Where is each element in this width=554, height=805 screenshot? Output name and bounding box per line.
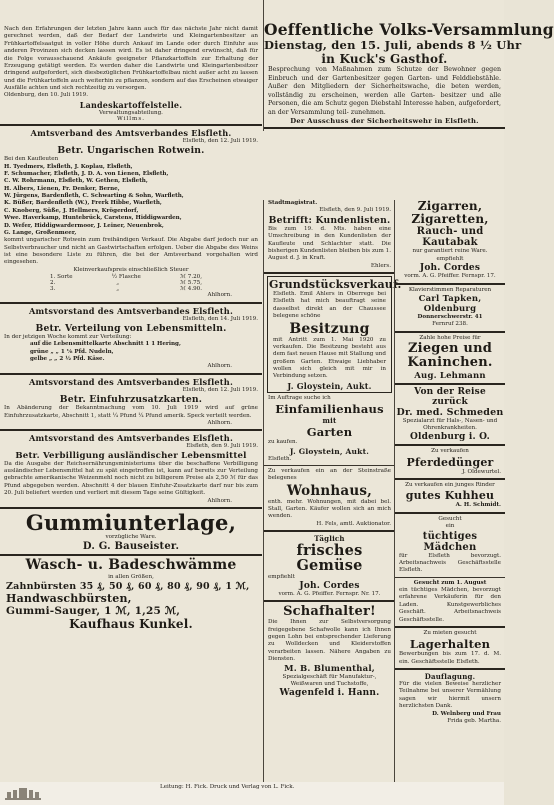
wasch-ad-title: Wasch- u. Badeschwämme (25, 557, 237, 574)
dauer-sign2: Frida geb. Martha. (447, 717, 501, 724)
a3-title: Betr. Einfuhrzusatzkarten. (59, 394, 203, 406)
a1-merchant-line: C. Knoberg, Süße, J. Hellmers, Krögerdorf, (4, 207, 139, 214)
gut-shop: A. H. Schmidt. (455, 502, 501, 509)
ziegen-line2: Kaninchen. (407, 355, 493, 371)
zig-line2: Zigaretten, (411, 212, 489, 227)
dauer-sign: D. Welnberg und Frau (432, 710, 501, 717)
meeting-sign: Der Ausschuss der Sicherheitswehr in Elsfleth. (290, 117, 479, 126)
wohn-text: enth. mehr. Wohnungen, mit dabei bel. Stall, Garten. Käufer wollen sich an mich wenden. (268, 498, 391, 520)
meeting-place: in Kuck's Gasthof. (321, 52, 448, 67)
potato-notice-sub: Verwaltungsabteilung. (99, 109, 163, 116)
potato-notice-date: Oldenburg, den 10. Juli 1919. (4, 92, 89, 99)
schaf-shop: M. B. Blumenthal, (284, 663, 375, 674)
a1-title: Betr. Ungarischen Rotwein. (57, 145, 205, 157)
a3-date: Elsfleth, den 12. Juli 1919. (182, 386, 258, 393)
a1-date: Elsfleth, den 12. Juli 1919. (182, 137, 258, 144)
library-logo-icon (4, 786, 42, 802)
klav-name: Carl Tapken, Oldenburg (418, 293, 482, 314)
grund-title: Grundstücksverkauf. (269, 278, 402, 291)
lager-pre: Zu mieten gesucht (423, 629, 477, 636)
gesucht2: Gesucht zum 1. August (413, 579, 487, 586)
grund-sign: J. Gloystein, Aukt. (287, 380, 372, 391)
meeting-text: Besprechung von Maßnahmen zum Schutze der Bewohner gegen Einbruch und der Gartenbesitzer gegen Garten- und Felddiebstähle. Außer den Mitgliedern der Sicherheitswache, die beten werden, vollständig zu erscheinen, werden alle Garten- besitzer und alle Personen, die am Schutz gegen Diebstahl Interesse haben, aufgefordert, an der Versammlung teil- zunehmen. (268, 66, 501, 116)
a1-price-cell: ½ Flasche (111, 274, 141, 281)
a1-price-cell: 1. Sorte (50, 274, 73, 281)
gummi-ad-shop: D. G. Bauseister. (82, 541, 180, 553)
ein-sign: J. Gloystein, Aukt. (289, 446, 370, 456)
tuchtig: tüchtiges Mädchen (422, 530, 478, 553)
pferd: Pferdedünger (406, 455, 494, 469)
reise: Von der Reise zurück (414, 386, 486, 407)
a1-sign: Ahlhorn. (207, 292, 232, 299)
pferd-sub: J. Oldewurtel. (462, 468, 501, 475)
a1-merchant-line: K. Büßer, Bardenfleth (W.), Frerk Hibbe, Warfleth, (4, 200, 162, 207)
potato-notice-org: Landeskartoffelstelle. (79, 99, 183, 110)
a1-merchant-line: H. Tyedmers, Elsfleth, J. Koplau, Elsfleth, (4, 163, 133, 170)
a1-merchant-line: H. Albers, Lienen, Fr. Denker, Berne, (4, 185, 120, 192)
a1-merchant-list (4, 164, 258, 238)
grund-big: Besitzung (289, 320, 370, 337)
wasch-ad-gummi-sauger: Gummi-Sauger, 1 ℳ, 1,25 ℳ, (6, 605, 181, 618)
schaf-addr: Wagenfeld i. Hann. (279, 688, 380, 699)
frisch-title: frisches Gemüse (296, 542, 363, 575)
a1-merchant-line: G. Lange, Großenmeer, (4, 229, 77, 236)
klav-addr: Donnerschwerstr. 41 (417, 313, 483, 320)
a4-title: Betr. Verbilligung ausländischer Lebensmittel (15, 450, 247, 461)
lager: Lagerhalten (409, 637, 491, 652)
ziegen-line1: Ziegen und (407, 341, 493, 356)
middle-column (263, 200, 402, 782)
a1-merchant-line: Wwe. Haverkamp, Huntebrück, Carstens, Hiddigwarden, (4, 215, 182, 222)
grund-text: Elsfleth. Emil Ahlers in Oberrege bei Elsfleth hat mich beauftragt seine dasselbst direkt an der Chaussee belegene schöne (273, 291, 386, 320)
dauer-text: Für die vielen Beweise herzlicher Teilnahme bei unserer Vermählung sagen wir hiermit unsern herzlichsten Dank. (399, 681, 501, 710)
a2-date: Elsfleth, den 14. Juli 1919. (182, 315, 258, 322)
gut-pre: Zu verkaufen ein junges Rinder (405, 482, 495, 489)
a2-item-list (0, 341, 262, 363)
a1-price-heading: Kleinverkaufspreis einschließlich Steuer (73, 266, 189, 273)
dr: Dr. med. Schmeden (396, 406, 504, 418)
dr-sub: Spezialarzt für Hals-, Nasen- und Ohrenkrankheiten. (402, 417, 498, 431)
wasch-ad-zahnbuersten: Zahnbürsten 35 ₰, 50 ₰, 60 ₰, 80 ₰, 90 ₰, 1 ℳ, (6, 581, 250, 593)
grund-ad (267, 276, 402, 393)
a2-title: Betr. Verteilung von Lebensmitteln. (35, 322, 227, 334)
zig-line4: nur garantiert reine Ware. empfiehlt (412, 248, 488, 262)
gesucht: Gesucht (438, 515, 462, 522)
ein-place: Elsfleth. (268, 455, 292, 462)
meeting-date: Dienstag, den 15. Juli, abends 8 ½ Uhr (264, 38, 522, 53)
zig-sub: vorm. A. G. Pfeiffer. Fernspr. 17. (404, 273, 496, 280)
dauer-pre: Dauflagung. (424, 672, 476, 682)
dr-addr: Oldenburg i. O. (410, 432, 490, 443)
a4-heading: Amtsvorstand des Amtsverbandes Elsfleth. (28, 433, 233, 444)
gummi-ad-title: Gummiunterlage, (25, 509, 237, 535)
a1-merchant-line: W. Jürgens, Bardenfleth, C. Schwarting & Sohn, Warfleth, (4, 193, 184, 199)
wasch-ad-handwaschbuersten: Handwaschbürsten, (6, 592, 132, 606)
ziegen-pre: Zahle hohe Preise für (419, 334, 481, 341)
a4-sign: Ahlhorn. (207, 497, 232, 504)
frisch-pre: Täglich (314, 534, 345, 544)
zig-shop: Joh. Cordes (419, 263, 481, 274)
a1-text: kommt ungarischer Rotwein zum freihändigen Verkauf. Die Abgabe darf jedoch nur an Selbstverbraucher und nicht an Gastwirtschaften erfolgen. Ueber die Abgabe des Weins ist eine besondere Liste zu führen, die bei der Amtsverband vorgehalten wird eingesehen. (4, 237, 258, 266)
pferd-pre: Zu verkaufen (431, 448, 469, 455)
gesucht2-text: ein tüchtiges Mädchen, bevorzugt erfahrene Verkäuferin für den Laden. Kunstgewerbliches Geschäft. Arbeitsnachweis Geschäftsstelle. (399, 587, 501, 623)
a1-heading: Amtsverband des Amtsverbandes Elsfleth. (30, 127, 232, 138)
a1-price-cell: ℳ 7.20, (180, 274, 202, 281)
ein-garten: Garten (306, 425, 353, 440)
a1-price-table (50, 274, 202, 292)
lager-sub: Bewerbungen bis zum 17. d. M. ein. Geschäftsstelle Elsfleth. (399, 651, 501, 665)
ziegen-shop: Aug. Lehmann (414, 370, 486, 381)
frisch-sub: vorm. A. G. Pfeiffer. Fernspr. Nr. 17. (278, 590, 381, 597)
wasch-ad-shop: Kaufhaus Kunkel. (69, 617, 193, 632)
klav-tel: Fernruf 238. (432, 321, 468, 328)
schaf-sub: Spezialgeschäft für Manufaktur-, Weißwaren und Tuchstoffe, (282, 673, 377, 687)
footer-imprint: Leitung: H. Fick. Druck und Verlag von L. Fick. (160, 784, 295, 790)
a1-merchant-line: C. W. Rohrmann, Elsfleth, W. Gethen, Elsfleth, (4, 178, 148, 185)
potato-notice-sign: Willms. (117, 115, 145, 122)
a2-item: auf die Lebensmittelkarte Abschnitt 1 1 Hering, (30, 341, 181, 348)
ein-pre: Im Auftrage suche ich (268, 394, 331, 401)
wohn-sign: H. Fels, amtl. Auktionator. (316, 520, 391, 527)
wohn-title: Wohnhaus, (286, 482, 373, 499)
a2-sign: Ahlhorn. (207, 363, 232, 370)
a1-price-cell: ℳ 4.90. (180, 286, 202, 293)
schaf-title: Schafhalter! (283, 604, 376, 620)
a1-merchant-line: F. Schumacher, Elsfleth, J. D. A. von Lienen, Elsfleth, (4, 170, 169, 177)
tuchtig-pre: ein (445, 523, 455, 530)
potato-notice-text: Nach den Erfahrungen der letzten Jahre kann auch für das nächste Jahr nicht damit gerechnet werden, daß der Bedarf der Landwirte und Kleingartenbesitzer an Frühkartoffelsaatgut in voller Höhe durch Ankauf im Lande oder durch Einfuhr aus anderen Provinzen sich decken lassen wird. Es ist daher dringend erwünscht, daß für die Folge vorausschauend Ankäufe geeigneter Pflanzkartoffeln zur Erhaltung der Erzeugung getätigt werden. Es werden daher die Landwirte und Kleingartenbesitzer dringend aufgefordert, sich diesbezüglichen Frühkartoffelbau nicht außer acht zu lassen und die Frühkartoffeln auch weiterhin zu pflanzen, sondern auf das Erscheinen etwaiger Ausfälle achten und sich rechtzeitig zu versorgen. (4, 26, 258, 91)
ein-title: Einfamilienhaus (275, 402, 384, 417)
a4-text: Da die Ausgabe der Reichsernährungsministeriums über die beschaffene Verbilligung ausländischer Lebensmittel hat zu spät eingetroffen ist, kann auf bereits zur Verteilung gebrachte amerikanische Weizenmehl noch nicht zu billigerem Preise als 2,50 ℳ für das Pfund abgegeben werden. Abschnitt 4 der blauen Einfuhr-Zusatzkarte darf nur bis zum 20. Juli beliefert werden und verliert mit diesem Tage seine Gültigkeit. (4, 460, 258, 497)
a2-text: In der jetzigen Woche kommt zur Verteilung: (4, 333, 132, 340)
a3-text: In Abänderung der Bekanntmachung vom 10. Juli 1919 wird auf grüne Einfuhrzusatzkarte, Abschnitt 1, statt ¼ Pfund ¼ Pfund amerik. Speck verteilt werden. (4, 405, 258, 419)
kund-text: Bis zum 19. d. Mts. haben eine Umschreibung in den Kundenlisten der Kaufleute und Schlachter statt. Die bisherigen Kundenlisten bleiben bis zum 1. August d. J. in Kraft. (268, 225, 391, 262)
a3-sign: Ahlhorn. (207, 419, 232, 426)
zig-line3: Rauch- und Kautabak (416, 226, 484, 249)
gummi-ad-subtitle: vorzügliche Ware. (105, 533, 157, 540)
top-banner-area (263, 0, 554, 131)
a1-price-cell: „ (116, 286, 120, 293)
a2-item: gelbe „ „ 2 ½ Pfd. Käse. (30, 356, 105, 362)
klav-pre: Klavierstimmen Reparaturen (408, 286, 492, 293)
grund-text2: mit Antritt zum 1. Mai 1920 zu verkaufen. Die Besitzung besteht aus dem fast neuen Hause mit Stallung und großem Garten. Etwaige Liebhaber wollen sich gleich mit mir in Verbindung setzen. (273, 336, 386, 380)
a1-merchant-line: D. Wefer, Hiddigwardermoor, J. Leiner, Neuenbrok, (4, 222, 164, 229)
a1-price-cell: „ (116, 280, 120, 287)
schaf-text: Die Ihnen zur Selbstversorgung freigegebene Schafwolle kann ich Ihnen gegen Lohn bei entsprechender Lieferung zu Wolldecken und Kleiderstoffen verarbeiten lassen. Nähere Angaben zu Diensten. (268, 619, 391, 663)
kund-org: Stadtmagistrat. (268, 200, 318, 206)
ein-text: zu kaufen. (268, 439, 298, 446)
a2-heading: Amtsvorstand des Amtsverbandes Elsfleth. (28, 305, 233, 316)
a4-date: Elsfleth, den 9. Juli 1919. (186, 443, 258, 450)
a1-price-cell: 3. (50, 286, 56, 293)
frisch-emp: empfiehlt (268, 573, 295, 580)
a1-price-cell: 2. (50, 280, 56, 287)
a3-heading: Amtsvorstand des Amtsverbandes Elsfleth. (28, 376, 233, 387)
meeting-title: Oeffentliche Volks-Versammlung (264, 20, 554, 39)
left-column (0, 0, 262, 631)
a2-item: grüne „ „ 1 ⅛ Pfd. Nudeln, (30, 348, 114, 355)
a1-subtitle: Bei den Kaufleuten (4, 156, 59, 163)
zig-line1: Zigarren, (417, 199, 483, 213)
kund-date: Elsfleth, den 9. Juli 1919. (319, 207, 391, 214)
wohn-pre: Zu verkaufen ein an der Steinstraße belegenes (268, 467, 391, 482)
a1-price-cell: ℳ 5.75, (180, 280, 202, 287)
right-column (394, 200, 505, 782)
wasch-ad-subtitle: in allen Größen, (108, 573, 154, 580)
tuchtig-sub: für Elsfleth bevorzugt. Arbeitsnachweis Geschäftsstelle Elsfleth. (399, 552, 501, 574)
frisch-shop: Joh. Cordes (299, 580, 360, 591)
gut: gutes Kuhheu (405, 489, 495, 503)
kund-sign: Ehlers. (370, 262, 391, 269)
kund-title: Betrifft: Kundenlisten. (268, 214, 391, 226)
ein-mit: mit (322, 416, 337, 426)
